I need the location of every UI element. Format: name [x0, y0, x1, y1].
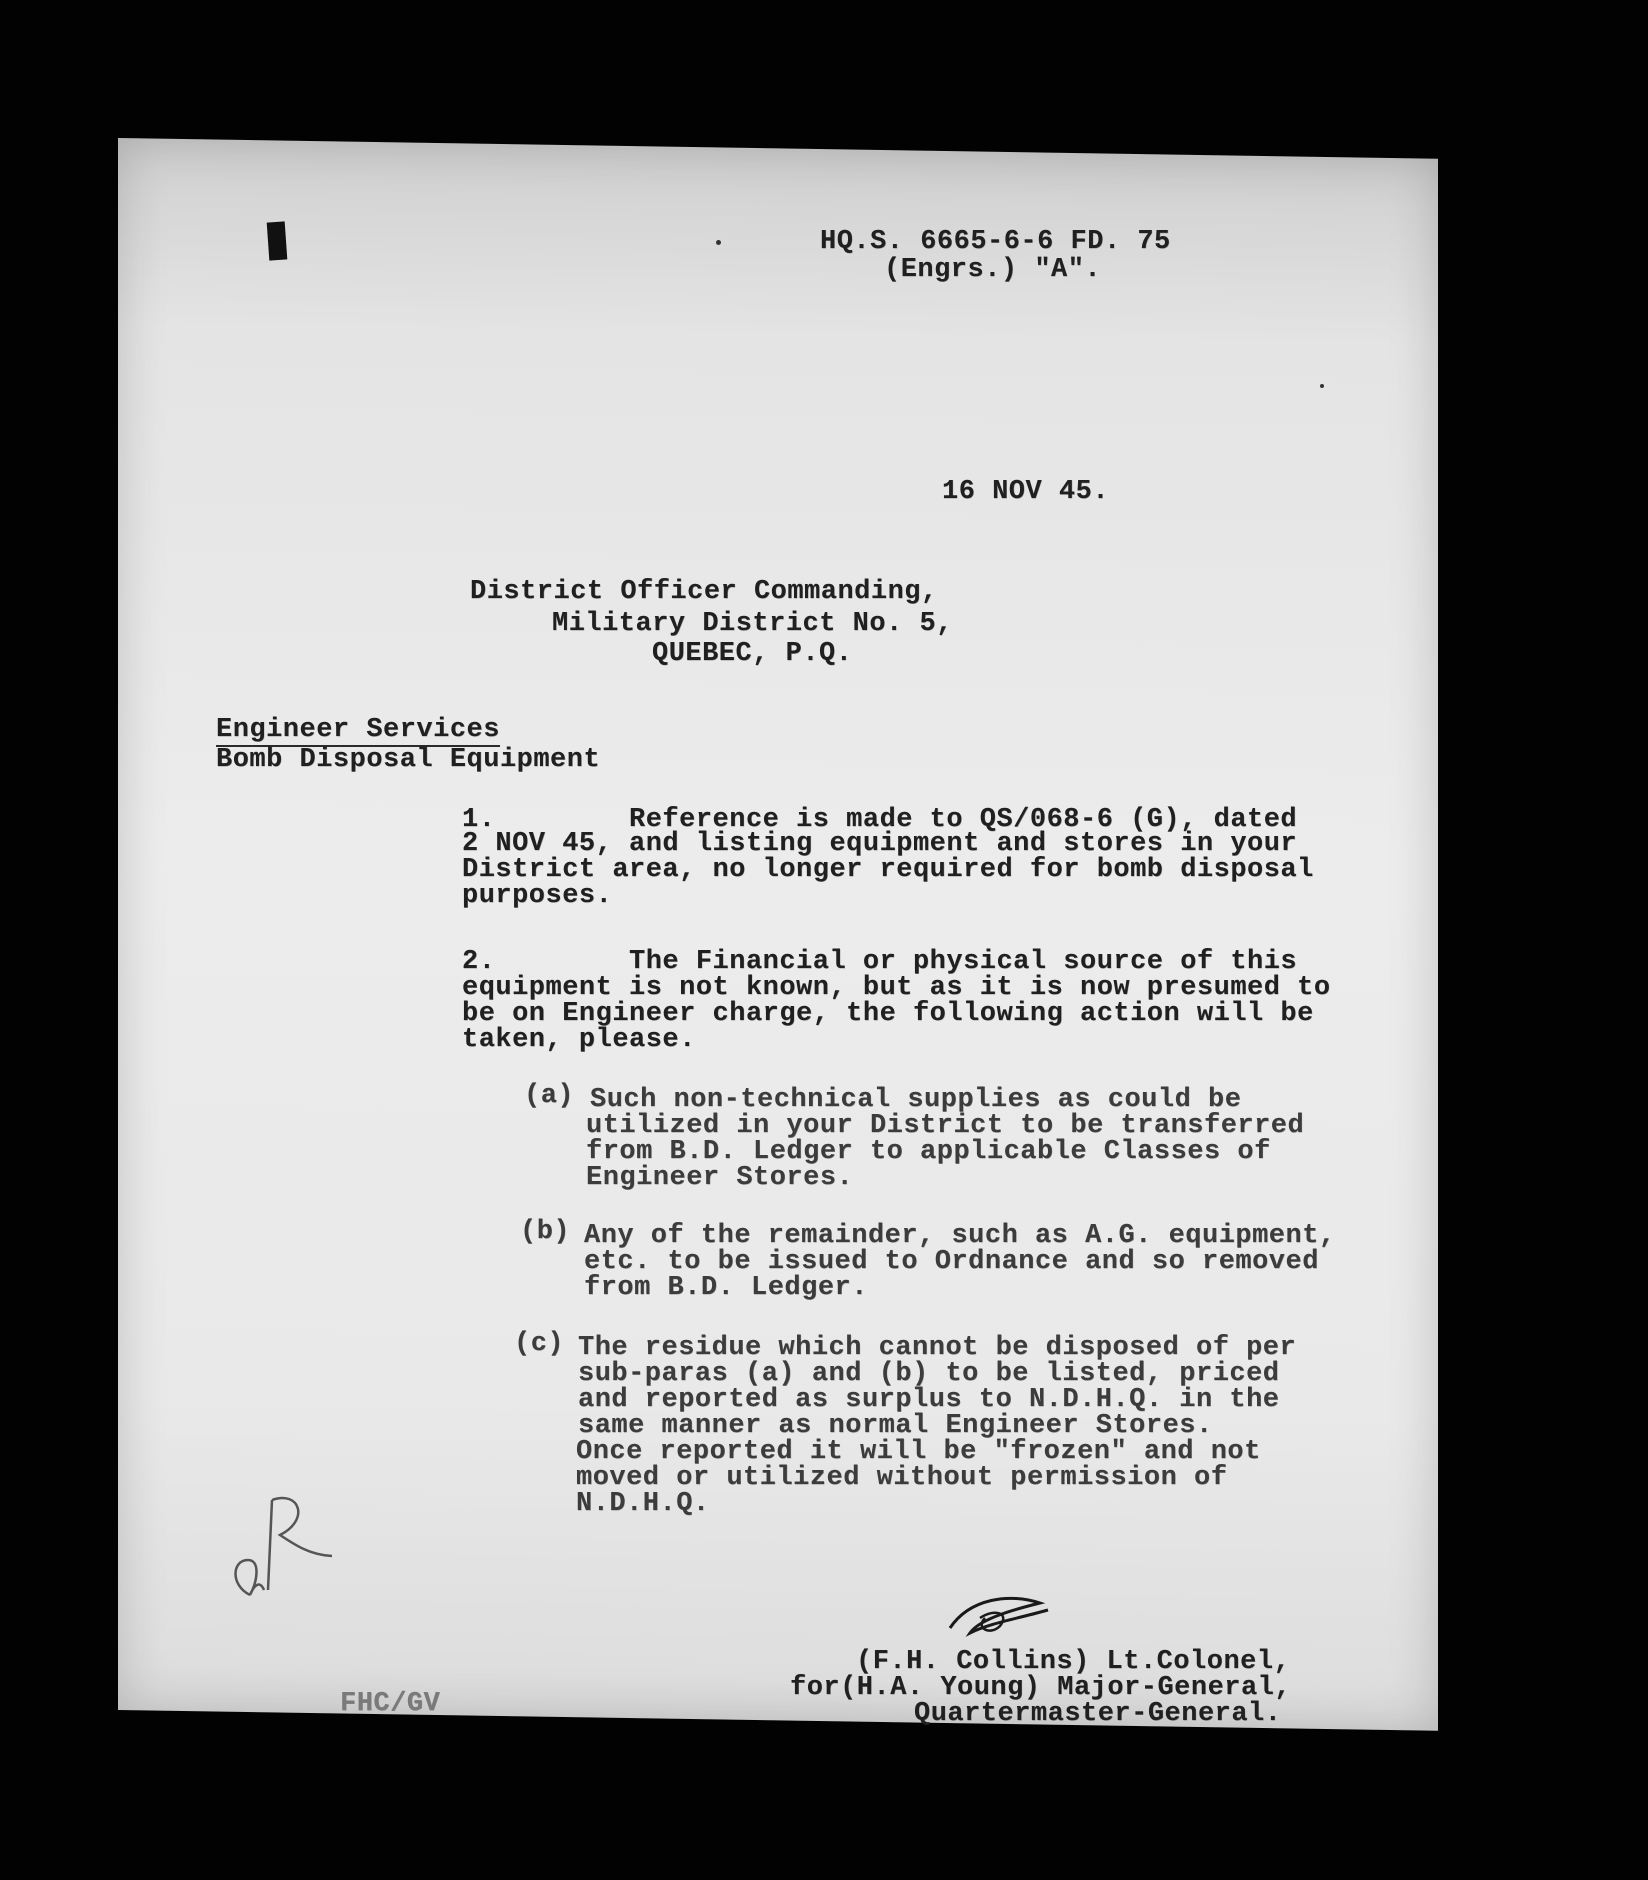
sub-para-b-line-2: etc. to be issued to Ordnance and so removed	[584, 1247, 1319, 1277]
para-1-line-4: purposes.	[462, 881, 613, 911]
para-1-line-1: 1. Reference is made to QS/068-6 (G), dated	[462, 805, 1298, 835]
signature-line-1: (F.H. Collins) Lt.Colonel,	[856, 1647, 1291, 1677]
sub-para-a-line-4: Engineer Stores.	[586, 1163, 854, 1193]
dust-speck	[1320, 384, 1324, 388]
sub-para-c-line-5: Once reported it will be "frozen" and not	[576, 1437, 1261, 1467]
sub-para-a-line-3: from B.D. Ledger to applicable Classes of	[586, 1137, 1271, 1167]
sub-para-b-line-1: Any of the remainder, such as A.G. equipment,	[584, 1221, 1336, 1251]
addressee-line-1: District Officer Commanding,	[470, 577, 938, 607]
dust-speck	[716, 240, 721, 245]
handwritten-annotation	[220, 1480, 340, 1620]
sub-para-b-label: (b)	[520, 1217, 571, 1247]
sub-para-a-line-2: utilized in your District to be transferred	[586, 1111, 1305, 1141]
document-date: 16 NOV 45.	[942, 477, 1110, 507]
sub-para-c-line-4: same manner as normal Engineer Stores.	[578, 1411, 1213, 1441]
subject-line-1: Engineer Services	[216, 715, 500, 745]
sub-para-c-line-7: N.D.H.Q.	[576, 1489, 710, 1519]
addressee-line-3: QUEBEC, P.Q.	[652, 639, 853, 669]
signature-line-2: for(H.A. Young) Major-General,	[790, 1673, 1292, 1703]
sub-para-b-line-3: from B.D. Ledger.	[584, 1273, 868, 1303]
signature-line-3: Quartermaster-General.	[914, 1699, 1282, 1729]
para-2-line-2: equipment is not known, but as it is now presumed to	[462, 973, 1331, 1003]
para-2-line-3: be on Engineer charge, the following action will be	[462, 999, 1314, 1029]
para-1-line-3: District area, no longer required for bomb disposal	[462, 855, 1314, 885]
sub-para-c-label: (c)	[514, 1329, 565, 1359]
file-reference: HQ.S. 6665-6-6 FD. 75	[820, 227, 1171, 257]
sub-para-c-line-3: and reported as surplus to N.D.H.Q. in the	[578, 1385, 1280, 1415]
para-2-line-1: 2. The Financial or physical source of this	[462, 947, 1298, 977]
sub-para-c-line-2: sub-paras (a) and (b) to be listed, priced	[578, 1359, 1280, 1389]
sub-para-a-label: (a)	[524, 1081, 575, 1111]
subject-line-2: Bomb Disposal Equipment	[216, 745, 601, 775]
addressee-line-2: Military District No. 5,	[552, 609, 953, 639]
para-1-line-2: 2 NOV 45, and listing equipment and stores in your	[462, 829, 1298, 859]
sub-para-c-line-6: moved or utilized without permission of	[576, 1463, 1228, 1493]
sub-para-c-line-1: The residue which cannot be disposed of per	[578, 1333, 1297, 1363]
punch-mark	[267, 221, 288, 260]
branch-reference: (Engrs.) "A".	[884, 255, 1102, 285]
para-2-line-4: taken, please.	[462, 1025, 696, 1055]
signature-scribble	[940, 1588, 1060, 1648]
sub-para-a-line-1: Such non-technical supplies as could be	[590, 1085, 1242, 1115]
typist-initials: FHC/GV	[340, 1689, 441, 1719]
